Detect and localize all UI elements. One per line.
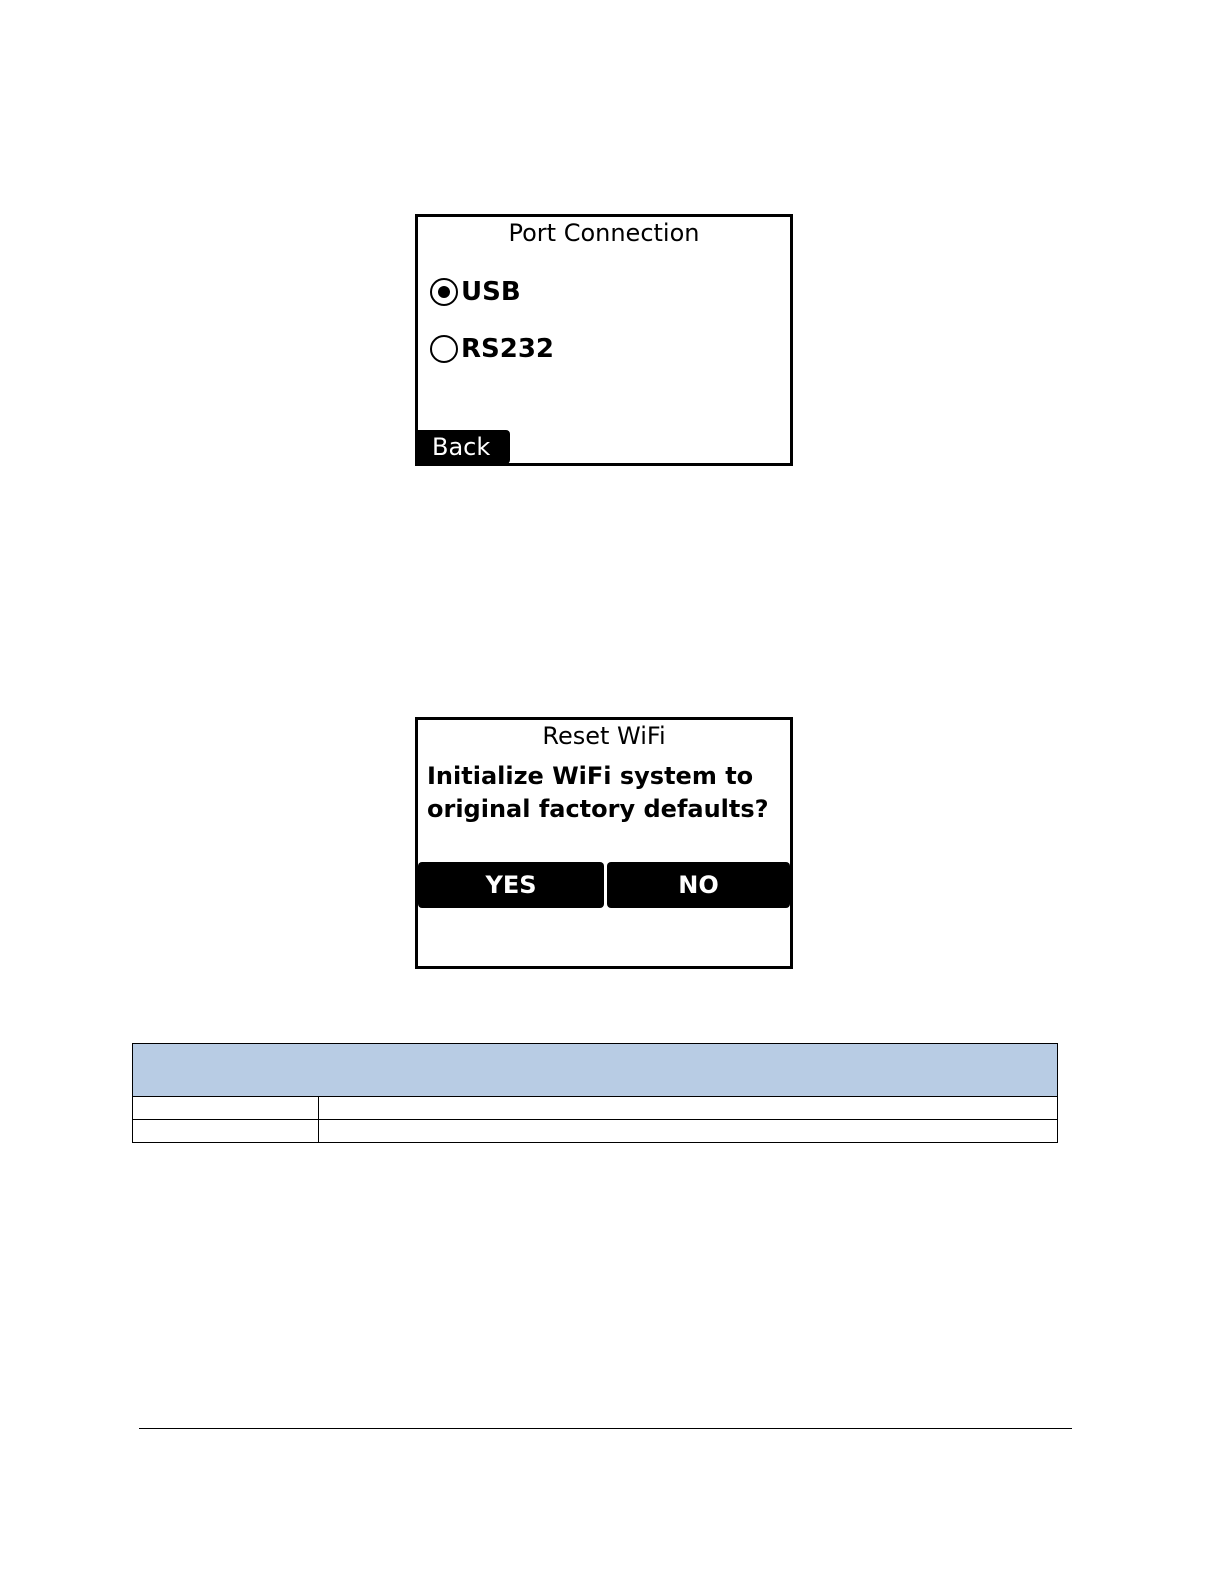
port-connection-title: Port Connection — [508, 219, 700, 247]
no-button[interactable]: NO — [607, 862, 790, 908]
radio-option-usb[interactable] — [430, 276, 521, 308]
yes-button[interactable]: YES — [418, 862, 604, 908]
radio-option-rs232[interactable] — [430, 333, 554, 365]
reset-wifi-message — [427, 760, 791, 826]
reset-wifi-screen — [415, 717, 793, 969]
reset-wifi-message-line-1: Initialize WiFi system to — [427, 762, 754, 790]
table-cell — [319, 1120, 1058, 1143]
table-cell — [133, 1097, 319, 1120]
radio-label-rs232: RS232 — [461, 334, 555, 364]
reset-wifi-message-line-2: original factory defaults? — [427, 795, 769, 823]
reset-wifi-title: Reset WiFi — [542, 722, 666, 750]
radio-checked-icon[interactable] — [430, 278, 458, 306]
table-row — [133, 1120, 1058, 1143]
table-row — [133, 1097, 1058, 1120]
footer-divider — [139, 1428, 1072, 1429]
radio-label-usb: USB — [461, 277, 521, 307]
port-connection-screen — [415, 214, 793, 466]
radio-unchecked-icon[interactable] — [430, 335, 458, 363]
table-header-cell — [133, 1044, 1058, 1097]
back-button[interactable]: Back — [418, 430, 510, 464]
table-cell — [319, 1097, 1058, 1120]
table-cell — [133, 1120, 319, 1143]
document-table — [132, 1043, 1058, 1143]
table-header-row — [133, 1044, 1058, 1097]
